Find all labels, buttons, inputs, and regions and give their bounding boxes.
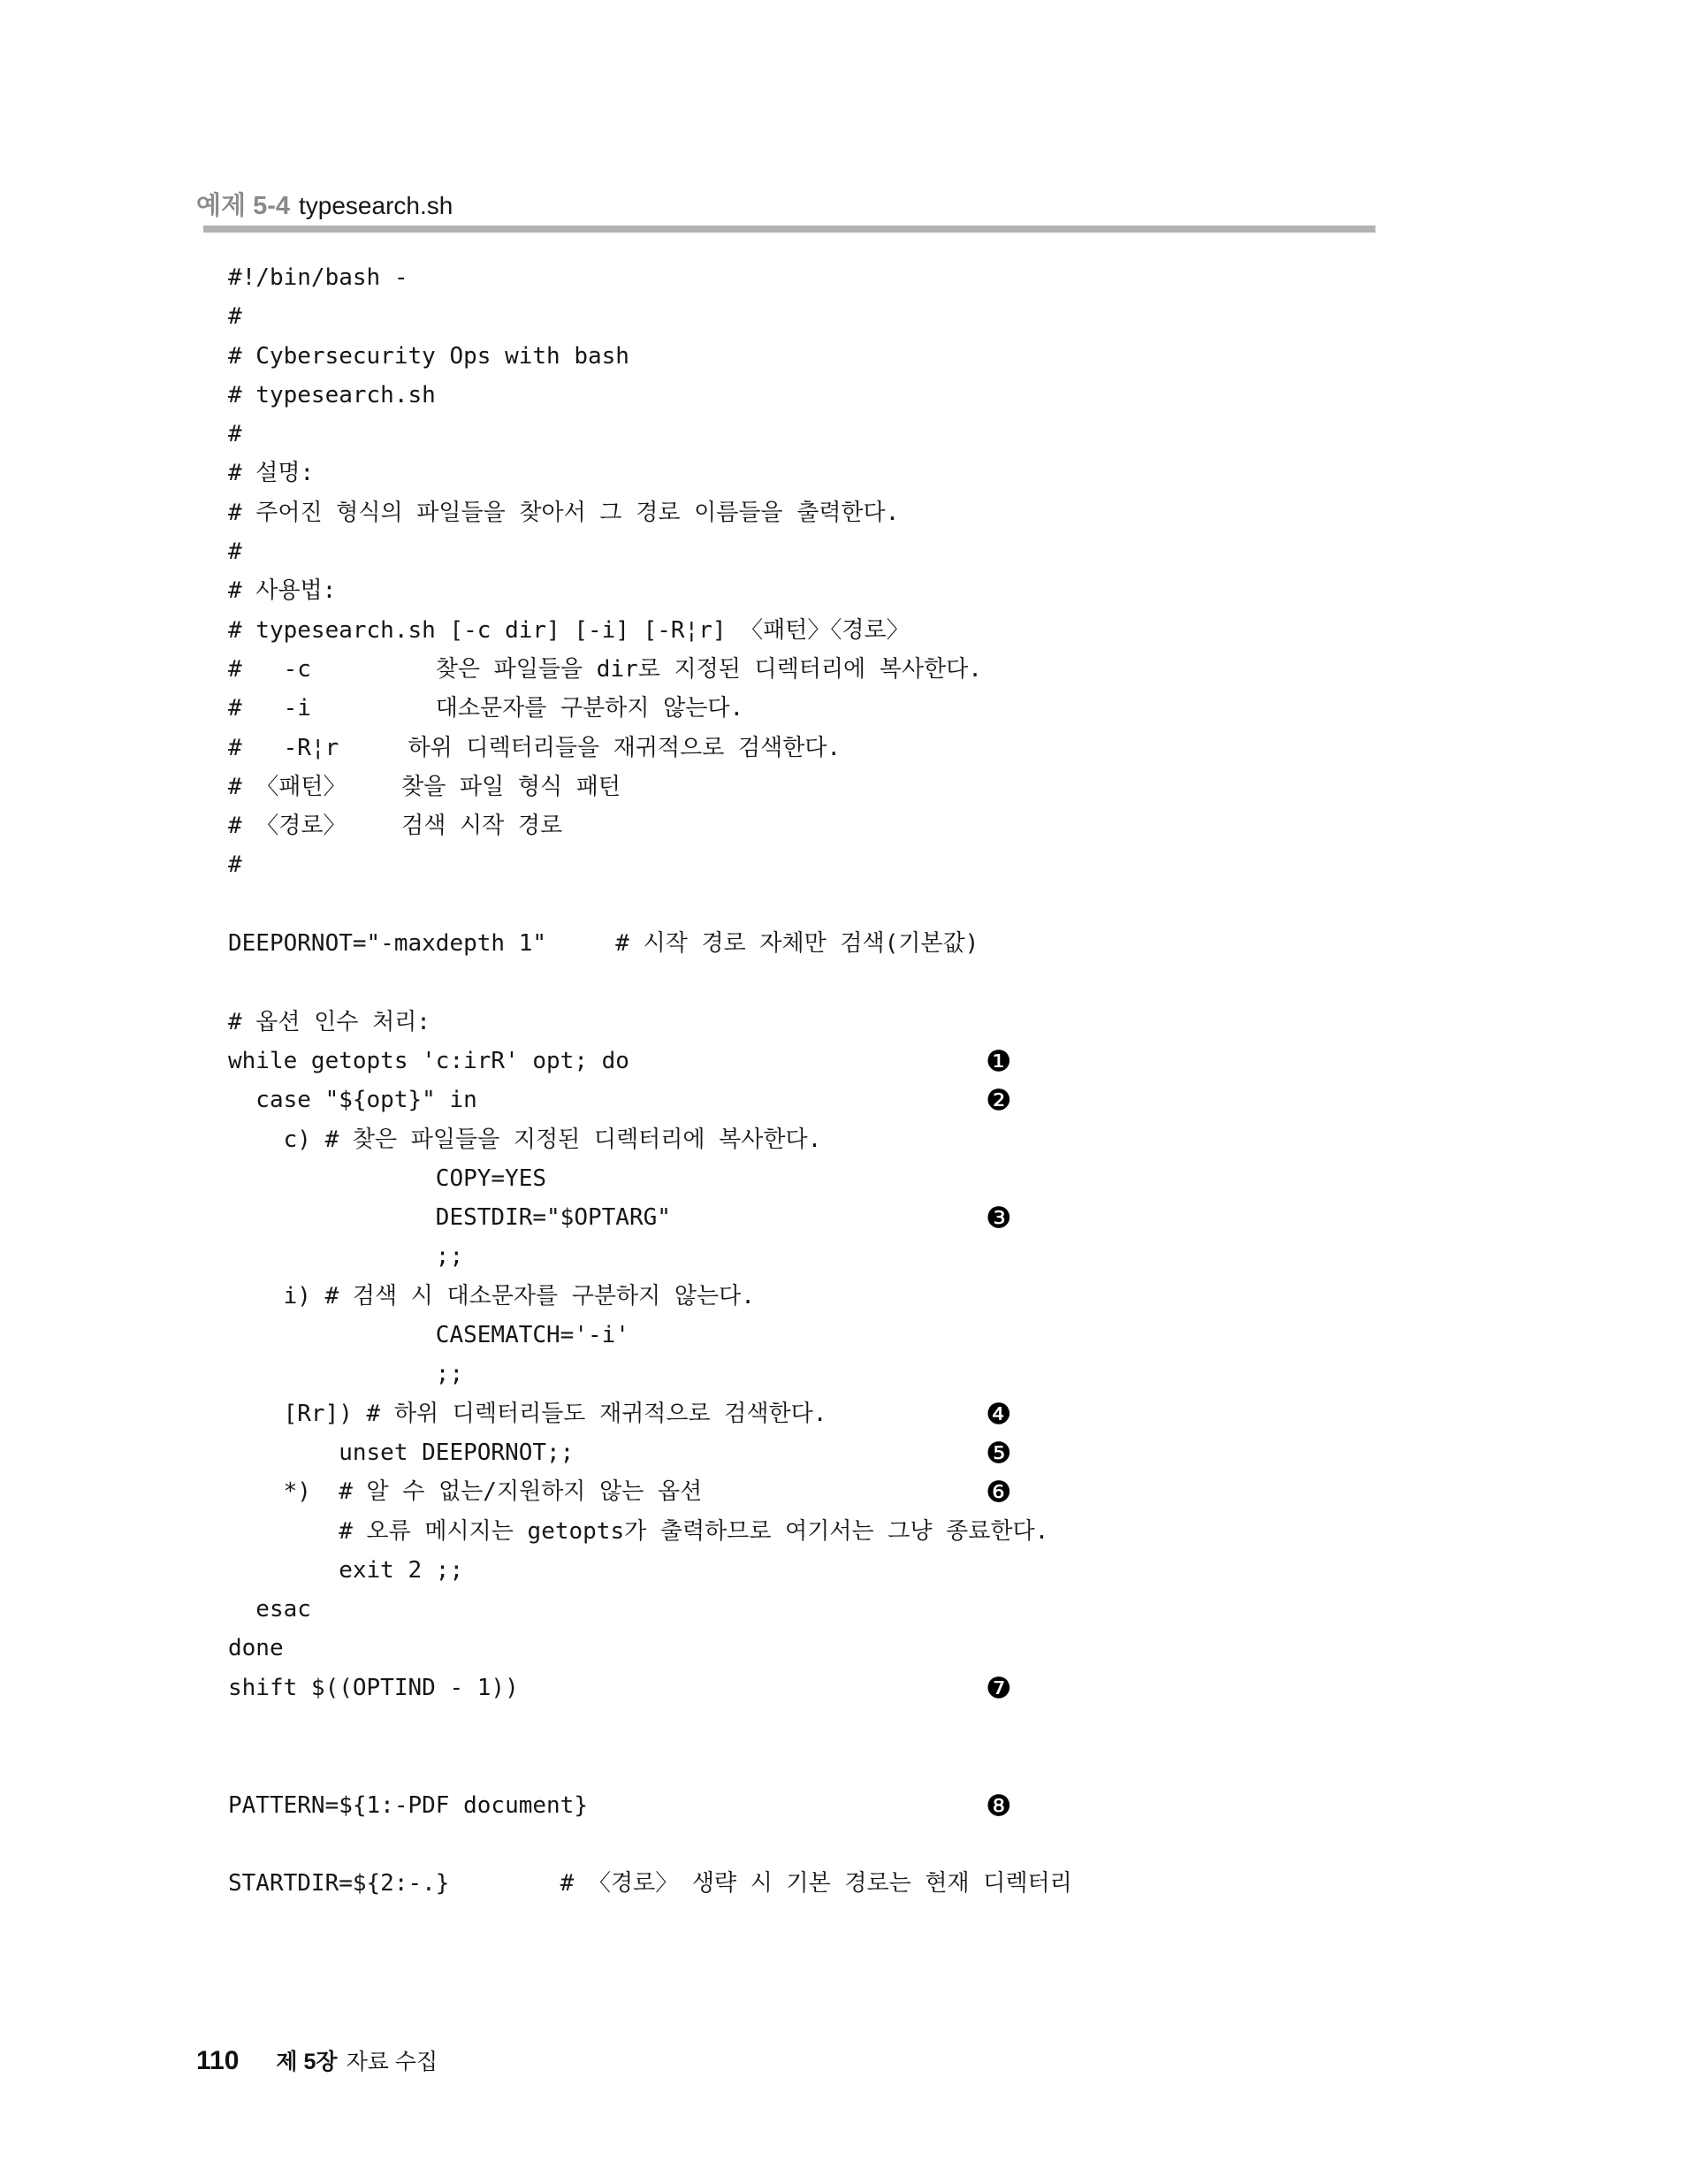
example-caption-filename: typesearch.sh xyxy=(299,192,453,219)
code-line xyxy=(228,729,1072,767)
page-footer xyxy=(196,2044,438,2076)
code-line xyxy=(228,1003,1072,1042)
code-text: ;; xyxy=(228,1243,464,1271)
code-line xyxy=(228,1707,1072,1746)
code-line xyxy=(228,1512,1072,1551)
code-text: # -c 찾은 파일들을 dir로 지정된 디렉터리에 복사한다. xyxy=(228,655,982,683)
code-line xyxy=(228,376,1072,415)
code-line xyxy=(228,454,1072,493)
code-text: # 옵션 인수 처리: xyxy=(228,1008,430,1035)
code-text: # Cybersecurity Ops with bash xyxy=(228,342,629,370)
caption-rule xyxy=(203,225,1375,233)
callout-badge: ❸ xyxy=(986,1200,1012,1235)
code-line xyxy=(228,1355,1072,1394)
code-text: DEEPORNOT="-maxdepth 1" # 시작 경로 자체만 검색(기본값) xyxy=(228,930,979,958)
code-listing xyxy=(228,258,1072,1903)
code-line xyxy=(228,493,1072,532)
code-line xyxy=(228,337,1072,376)
code-line xyxy=(228,1590,1072,1629)
code-line xyxy=(228,924,1072,963)
code-text: *) # 알 수 없는/지원하지 않는 옵션 xyxy=(228,1478,703,1506)
code-line xyxy=(228,297,1072,336)
code-line xyxy=(228,1825,1072,1864)
code-line xyxy=(228,689,1072,728)
code-text: STARTDIR=${2:-.} # 〈경로〉 생략 시 기본 경로는 현재 디렉터리 xyxy=(228,1870,1072,1898)
code-text: # 오류 메시지는 getopts가 출력하므로 여기서는 그냥 종료한다. xyxy=(228,1517,1049,1545)
code-line xyxy=(228,1316,1072,1355)
code-line xyxy=(228,1746,1072,1785)
code-line xyxy=(228,415,1072,454)
code-line xyxy=(228,1864,1072,1903)
code-text: # xyxy=(228,851,242,879)
code-line xyxy=(228,650,1072,689)
code-text: while getopts 'c:irR' opt; do xyxy=(228,1047,629,1074)
code-text: #!/bin/bash - xyxy=(228,264,408,291)
callout-badge: ❷ xyxy=(986,1082,1012,1118)
code-line xyxy=(228,1237,1072,1276)
code-text: # 〈패턴〉 찾을 파일 형식 패턴 xyxy=(228,773,621,800)
code-text: ;; xyxy=(228,1361,464,1388)
callout-badge: ❽ xyxy=(986,1788,1012,1823)
code-line xyxy=(228,1551,1072,1590)
code-text: COPY=YES xyxy=(228,1165,547,1192)
code-line xyxy=(228,1669,1072,1707)
code-text: # 주어진 형식의 파일들을 찾아서 그 경로 이름들을 출력한다. xyxy=(228,499,900,526)
code-text: # xyxy=(228,303,242,331)
code-text: unset DEEPORNOT;; xyxy=(228,1439,575,1466)
footer-chapter-title: 자료 수집 xyxy=(346,2050,438,2074)
code-text: # -i 대소문자를 구분하지 않는다. xyxy=(228,695,744,722)
code-text: shift $((OPTIND - 1)) xyxy=(228,1674,519,1701)
page-number: 110 xyxy=(196,2046,240,2075)
code-line xyxy=(228,1433,1072,1472)
code-line xyxy=(228,1394,1072,1433)
code-line xyxy=(228,1277,1072,1316)
callout-badge: ❺ xyxy=(986,1435,1012,1470)
callout-badge: ❹ xyxy=(986,1396,1012,1432)
code-text: DESTDIR="$OPTARG" xyxy=(228,1204,671,1232)
code-line xyxy=(228,611,1072,650)
callout-badge: ❻ xyxy=(986,1474,1012,1509)
code-text: # 설명: xyxy=(228,460,315,487)
code-text: # typesearch.sh xyxy=(228,381,436,409)
code-line xyxy=(228,845,1072,884)
code-line xyxy=(228,1159,1072,1198)
code-line xyxy=(228,1629,1072,1668)
callout-badge: ❶ xyxy=(986,1043,1012,1079)
code-text: i) # 검색 시 대소문자를 구분하지 않는다. xyxy=(228,1282,755,1310)
code-line xyxy=(228,1472,1072,1511)
callout-badge: ❼ xyxy=(986,1670,1012,1706)
code-text: exit 2 ;; xyxy=(228,1556,464,1584)
code-line xyxy=(228,1198,1072,1237)
example-caption xyxy=(196,186,453,222)
code-line xyxy=(228,1786,1072,1825)
code-line xyxy=(228,1042,1072,1081)
code-text: # 사용법: xyxy=(228,577,337,605)
code-text: CASEMATCH='-i' xyxy=(228,1322,629,1349)
code-text: # 〈경로〉 검색 시작 경로 xyxy=(228,813,563,840)
code-text: # -R¦r 하위 디렉터리들을 재귀적으로 검색한다. xyxy=(228,734,842,761)
code-text: [Rr]) # 하위 디렉터리들도 재귀적으로 검색한다. xyxy=(228,1400,827,1427)
code-line xyxy=(228,571,1072,610)
code-text: # xyxy=(228,421,242,448)
code-line xyxy=(228,1120,1072,1159)
code-line xyxy=(228,963,1072,1002)
code-text: done xyxy=(228,1635,284,1662)
code-text: c) # 찾은 파일들을 지정된 디렉터리에 복사한다. xyxy=(228,1126,822,1153)
code-line xyxy=(228,1081,1072,1119)
code-line xyxy=(228,258,1072,297)
code-text: case "${opt}" in xyxy=(228,1087,477,1114)
example-caption-label: 예제 5-4 xyxy=(196,192,290,220)
code-text: # xyxy=(228,538,242,566)
code-text: PATTERN=${1:-PDF document} xyxy=(228,1791,588,1819)
code-line xyxy=(228,806,1072,845)
code-line xyxy=(228,885,1072,924)
footer-chapter-label: 제 5장 xyxy=(276,2050,338,2074)
code-line xyxy=(228,767,1072,806)
code-text: esac xyxy=(228,1596,311,1623)
code-text: # typesearch.sh [-c dir] [-i] [-R¦r] 〈패턴〉〈경로〉 xyxy=(228,616,910,644)
code-line xyxy=(228,532,1072,571)
